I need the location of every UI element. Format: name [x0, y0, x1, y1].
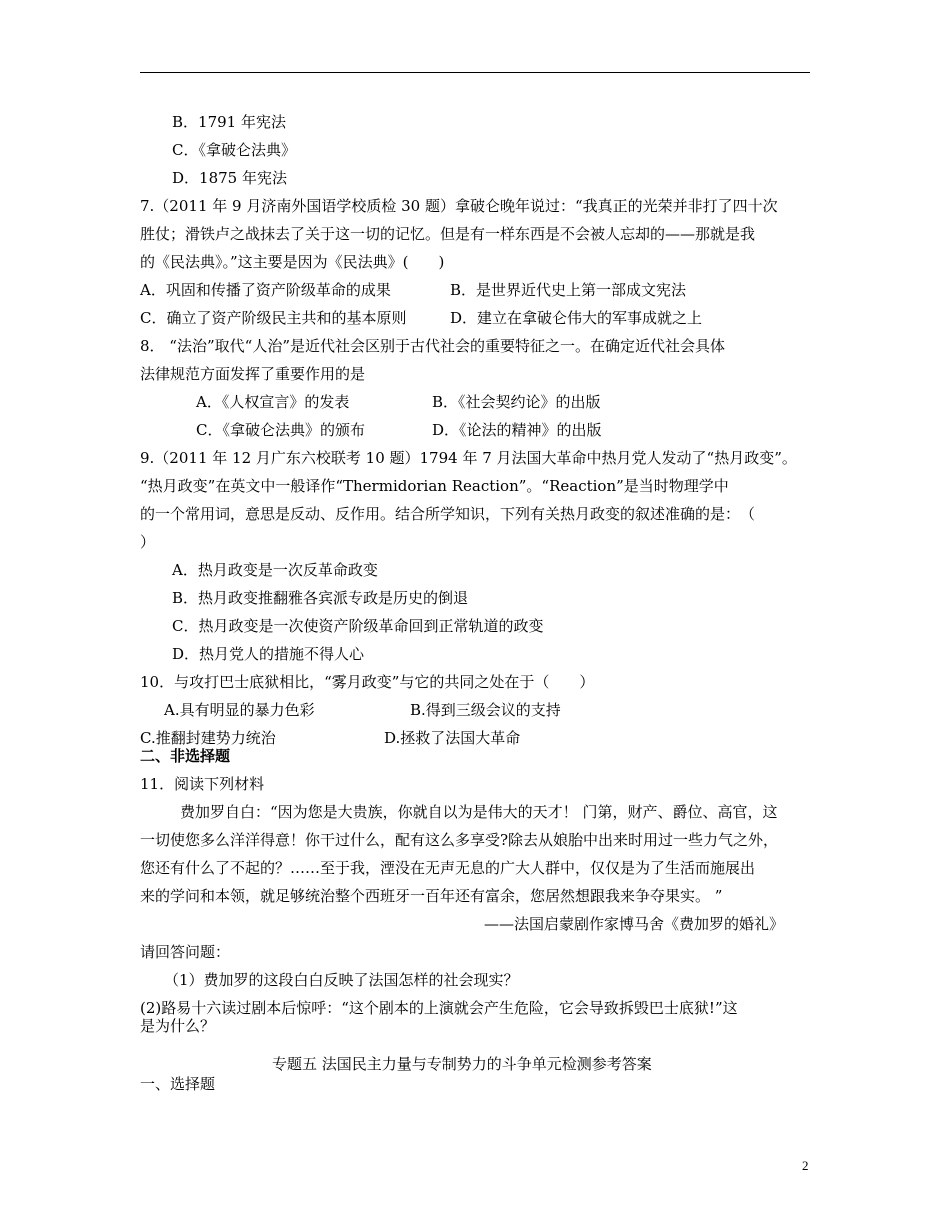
- header-rule: [140, 72, 810, 73]
- q8-option-a: A．《人权宣言》的发表: [196, 393, 350, 411]
- q9-stem-line-4: ）: [140, 533, 156, 551]
- section-title-non-choice: 二、非选择题: [140, 747, 231, 765]
- q11-material-source: ——法国启蒙剧作家博马舍《费加罗的婚礼》: [484, 915, 785, 933]
- q6-option-c: C．《拿破仑法典》: [172, 141, 296, 159]
- q7-stem-line-1: 7.（2011 年 9 月济南外国语学校质检 30 题）拿破仑晚年说过：“我真正的光荣并非打了四十次: [140, 197, 778, 215]
- q9-option-a: A．热月政变是一次反革命政变: [172, 561, 378, 579]
- answer-key-title: 专题五 法国民主力量与专制势力的斗争单元检测参考答案: [272, 1055, 652, 1073]
- q8-option-b: B．《社会契约论》的出版: [432, 393, 601, 411]
- q9-stem-line-1: 9.（2011 年 12 月广东六校联考 10 题）1794 年 7 月法国大革命中热月党人发动了“热月政变”。: [140, 449, 797, 467]
- q11-subquestion-2-line-2: 是为什么？: [140, 1017, 216, 1035]
- q8-stem-line-2: 法律规范方面发挥了重要作用的是: [140, 365, 366, 383]
- q8-option-d: D．《论法的精神》的出版: [432, 421, 602, 439]
- answer-section-choice: 一、选择题: [140, 1075, 216, 1093]
- q9-option-c: C．热月政变是一次使资产阶级革命回到正常轨道的政变: [172, 617, 544, 635]
- q9-stem-line-2: “热月政变”在英文中一般译作“Thermidorian Reaction”。“Reaction”是当时物理学中: [140, 477, 729, 495]
- q10-option-b: B.得到三级会议的支持: [410, 701, 561, 719]
- q11-stem: 11．阅读下列材料: [140, 775, 265, 793]
- q9-option-d: D．热月党人的措施不得人心: [172, 645, 365, 663]
- q7-option-c: C．确立了资产阶级民主共和的基本原则: [140, 309, 407, 327]
- q11-material-line-4: 来的学问和本领，就足够统治整个西班牙一百年还有富余，您居然想跟我来争夺果实。 ”: [140, 887, 723, 905]
- q7-stem-line-2: 胜仗；滑铁卢之战抹去了关于这一切的记忆。但是有一样东西是不会被人忘却的——那就是我: [140, 225, 756, 243]
- q9-option-b: B．热月政变推翻雅各宾派专政是历史的倒退: [172, 589, 469, 607]
- q11-material-line-2: 一切使您多么洋洋得意！你干过什么，配有这么多享受?除去从娘胎中出来时用过一些力气之外，: [140, 831, 779, 849]
- q10-option-a: A.具有明显的暴力色彩: [164, 701, 315, 719]
- q11-subquestion-1: （1）费加罗的这段白白反映了法国怎样的社会现实？: [164, 971, 519, 989]
- q10-stem: 10．与攻打巴士底狱相比，“雾月政变”与它的共同之处在于（ ）: [140, 673, 595, 691]
- q11-prompt: 请回答问题：: [140, 943, 231, 961]
- q10-option-c: C.推翻封建势力统治: [140, 729, 276, 747]
- page-number: 2: [802, 1158, 809, 1173]
- q7-option-b: B．是世界近代史上第一部成文宪法: [450, 281, 687, 299]
- q7-stem-line-3: 的《民法典》。”这主要是因为《民法典》( ): [140, 253, 445, 271]
- q6-option-d: D．1875 年宪法: [172, 169, 287, 187]
- q10-option-d: D.拯救了法国大革命: [384, 729, 521, 747]
- q11-material-line-3: 您还有什么了不起的？……至于我，湮没在无声无息的广大人群中，仅仅是为了生活而施展出: [140, 859, 756, 877]
- q6-option-b: B．1791 年宪法: [172, 113, 286, 131]
- q7-option-d: D．建立在拿破仑伟大的军事成就之上: [450, 309, 703, 327]
- q11-material-line-1: 费加罗自白：“因为您是大贵族，你就自以为是伟大的天才！ 门第，财产、爵位、高官，这: [180, 803, 778, 821]
- q7-option-a: A．巩固和传播了资产阶级革命的成果: [140, 281, 391, 299]
- q8-option-c: C．《拿破仑法典》的颁布: [196, 421, 365, 439]
- q8-stem-line-1: 8． “法治”取代“人治”是近代社会区别于古代社会的重要特征之一。在确定近代社会具体: [140, 337, 725, 355]
- q9-stem-line-3: 的一个常用词，意思是反动、反作用。结合所学知识，下列有关热月政变的叙述准确的是： （: [140, 505, 756, 523]
- q11-subquestion-2-line-1: (2)路易十六读过剧本后惊呼：“这个剧本的上演就会产生危险，它会导致拆毁巴士底狱!”这: [140, 999, 738, 1017]
